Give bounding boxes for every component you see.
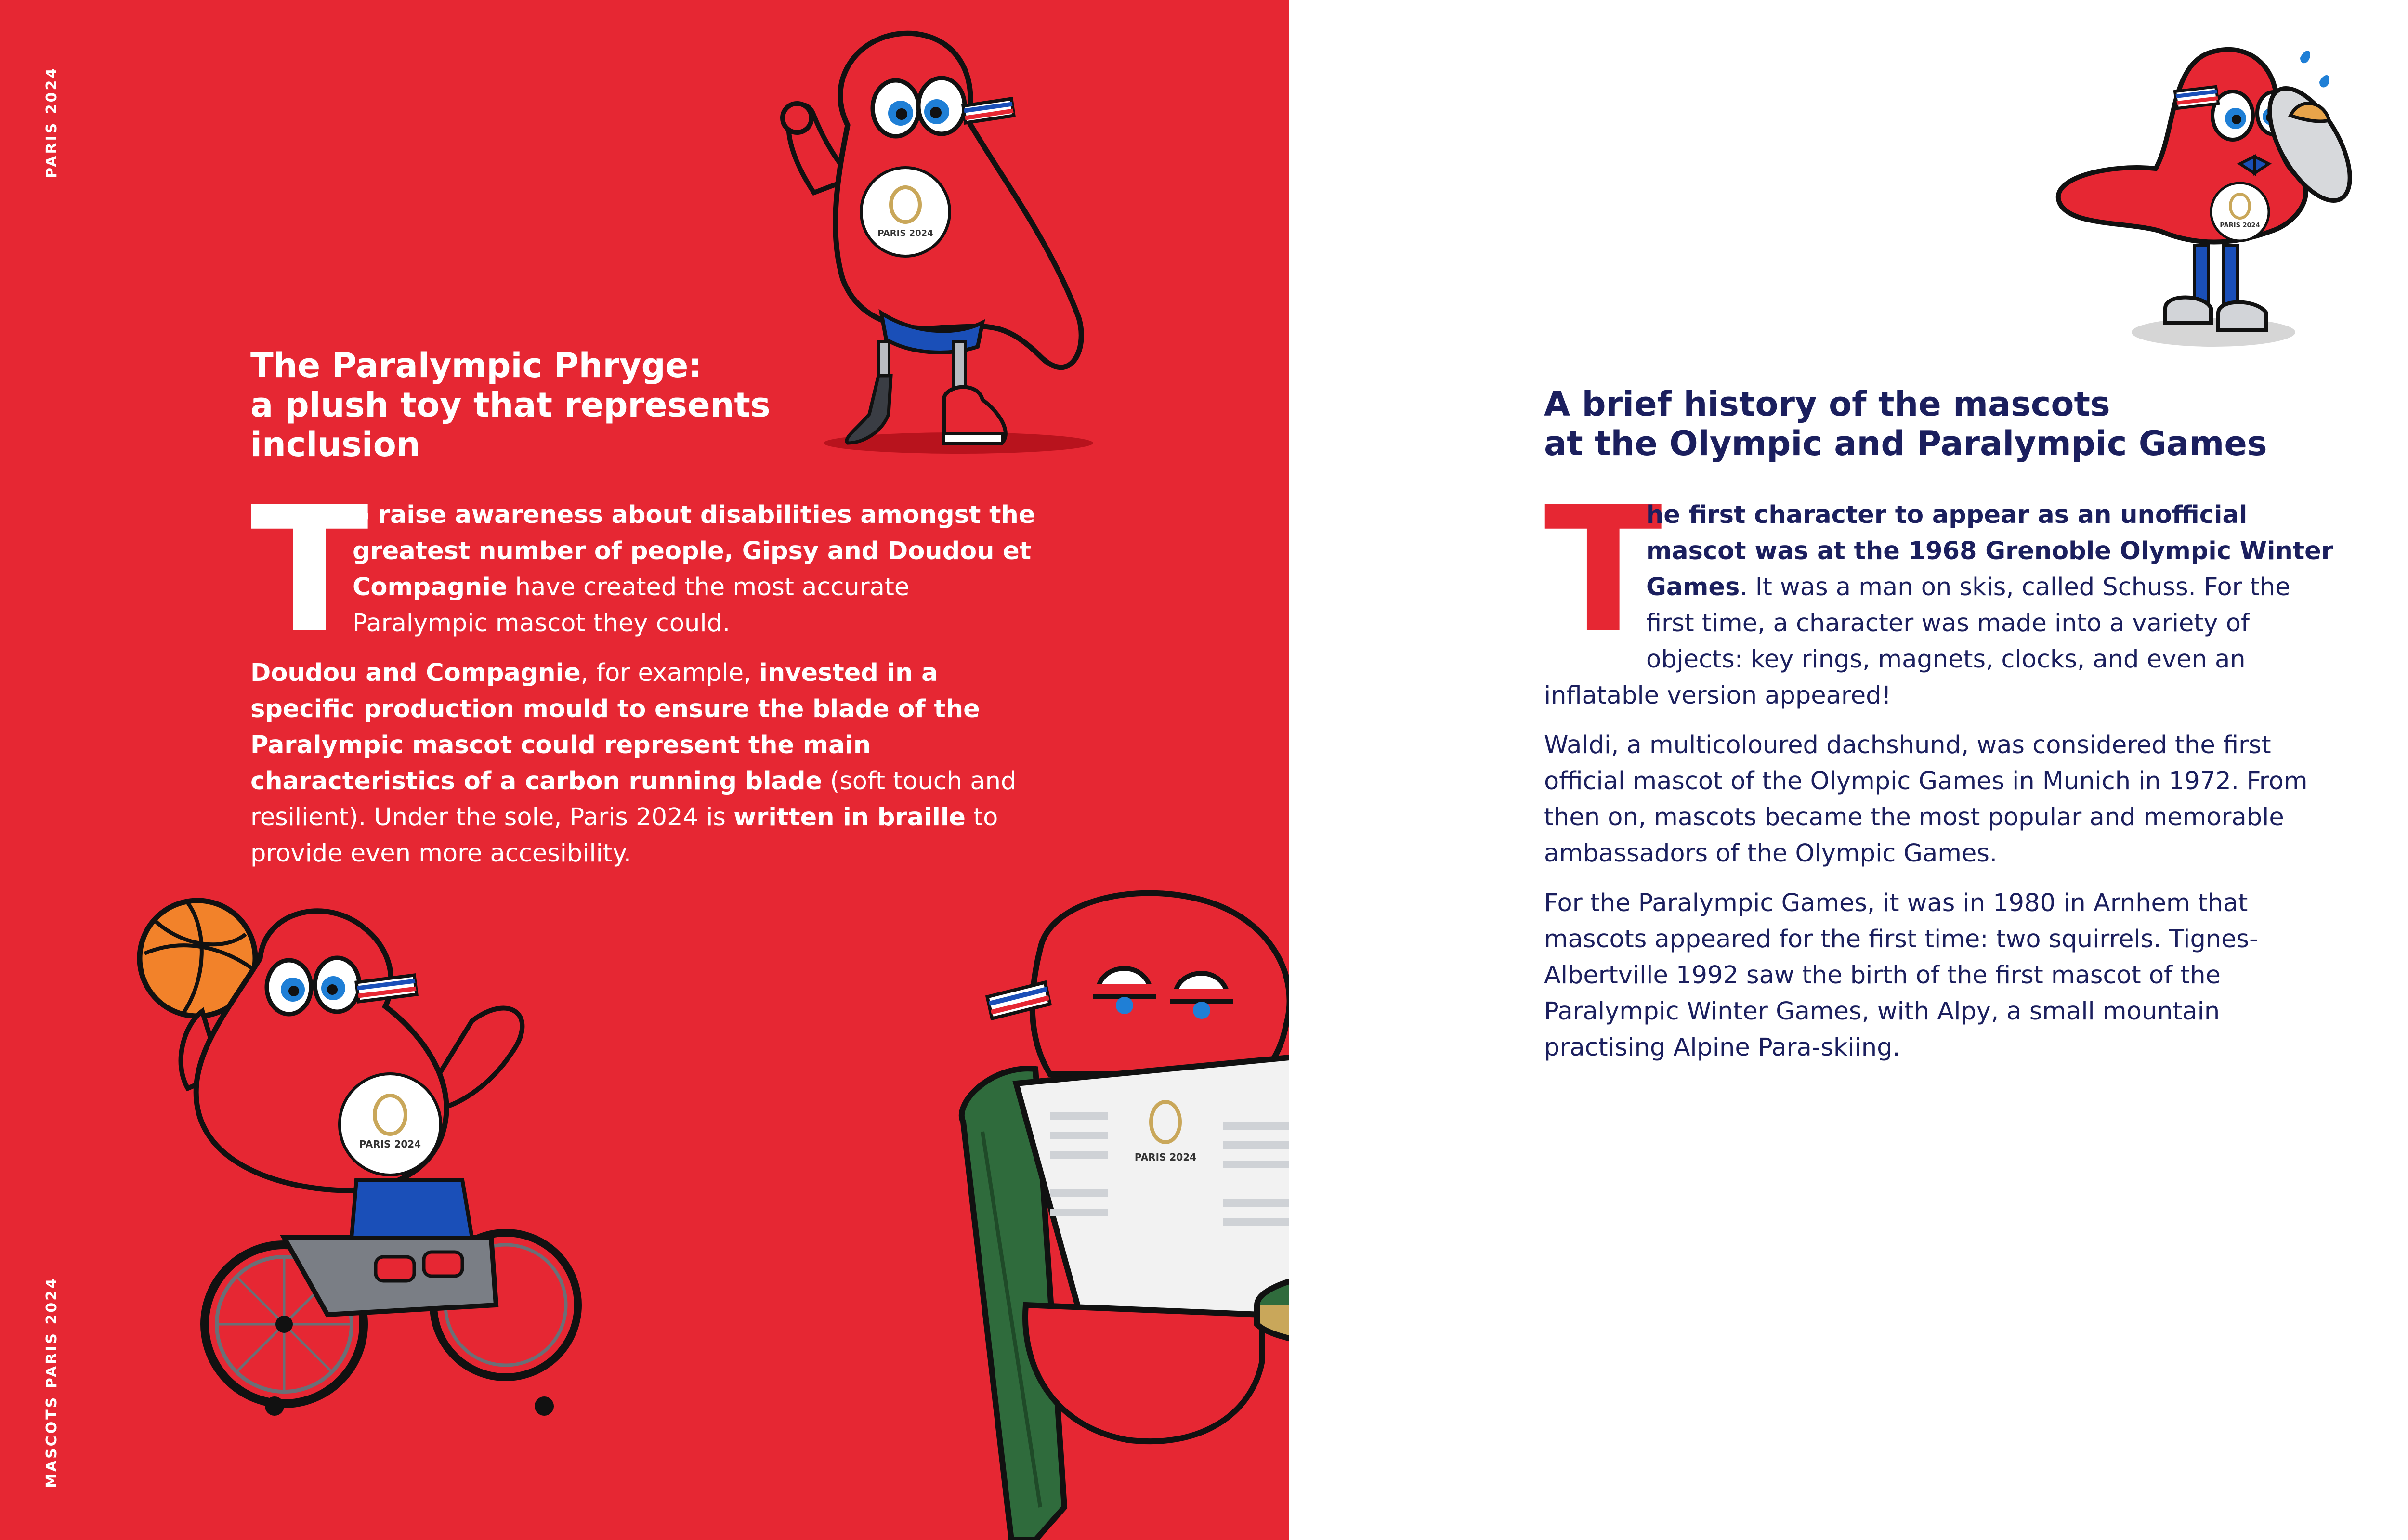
left-p1-light: have created the most accurate Paralympic mascot they could. bbox=[353, 573, 910, 638]
right-page bbox=[1289, 0, 2408, 1540]
left-p2-light-3: to provide even more accesibility. bbox=[250, 803, 998, 868]
right-paragraph-3: For the Paralympic Games, it was in 1980 in Arnhem that mascots appeared for the first time: two squirrels. Tignes-Albertville 1992 saw the birth of the first mascot of the Paralympic Winter Games, with Alpy, a small mountain practising Alpine Para-skiing. bbox=[1544, 889, 2258, 1062]
right-heading-line-2: at the Olympic and Paralympic Games bbox=[1544, 424, 2267, 463]
left-p2-bold-1: Doudou and Compagnie bbox=[250, 659, 581, 687]
left-dropcap: T bbox=[250, 470, 369, 671]
left-p1-bold: o raise awareness about disabilities amongst the greatest number of people, Gipsy and Doudou et Compagnie bbox=[353, 501, 1035, 601]
left-paragraph-1 bbox=[250, 470, 1040, 671]
right-p1-light: . It was a man on skis, called Schuss. For the first time, a character was made into a variety of objects: key rings, magnets, clocks, and even an inflatable version appeared! bbox=[1544, 573, 2290, 710]
left-paragraph-2 bbox=[250, 655, 1040, 872]
left-heading-line-2: a plush toy that represents bbox=[250, 385, 771, 425]
wheelchair-basketball-mascot-illustration bbox=[125, 881, 559, 1421]
right-paragraph-2: Waldi, a multicoloured dachshund, was considered the first official mascot of the Olympic Games in Munich in 1972. From then on, mascots became the most popular and memorable ambassadors of the Olympic Games. bbox=[1544, 731, 2308, 868]
right-dropcap-box bbox=[1544, 470, 1662, 671]
left-heading-line-3: inclusion bbox=[250, 425, 420, 464]
left-body bbox=[250, 470, 1040, 885]
right-paragraph-1 bbox=[1544, 470, 2334, 714]
right-dropcap: T bbox=[1544, 470, 1662, 671]
left-dropcap-box bbox=[250, 470, 369, 671]
right-heading-line-1: A brief history of the mascots bbox=[1544, 384, 2110, 424]
waving-paralympic-mascot-illustration bbox=[751, 19, 1117, 467]
right-body bbox=[1544, 470, 2334, 1079]
right-p1-bold: he first character to appear as an unofficial mascot was at the 1968 Grenoble Olympic Winter Games bbox=[1646, 501, 2333, 601]
waiter-mascot-illustration bbox=[2050, 19, 2358, 356]
wheelchair-badge-text: PARIS 2024 bbox=[359, 1138, 421, 1150]
left-heading-line-1: The Paralympic Phryge: bbox=[250, 346, 702, 385]
vertical-label-bottom: MASCOTS PARIS 2024 bbox=[43, 1277, 60, 1488]
left-p2-light-2: (soft touch and resilient). Under the sole, Paris 2024 is bbox=[250, 767, 1017, 832]
waiter-badge-text: PARIS 2024 bbox=[2220, 222, 2260, 229]
vertical-label-top: PARIS 2024 bbox=[43, 66, 60, 178]
left-heading bbox=[250, 346, 771, 464]
right-heading bbox=[1544, 384, 2267, 463]
waving-badge-text: PARIS 2024 bbox=[877, 228, 933, 238]
left-p2-bold-2: invested in a specific production mould to ensure the blade of the Paralympic mascot could represent the main characteristics of a carbon running blade bbox=[250, 659, 980, 796]
left-p2-light-1: , for example, bbox=[580, 659, 759, 687]
newspaper-badge-text: PARIS 2024 bbox=[1134, 1151, 1197, 1163]
left-p2-bold-3: written in braille bbox=[733, 803, 966, 832]
